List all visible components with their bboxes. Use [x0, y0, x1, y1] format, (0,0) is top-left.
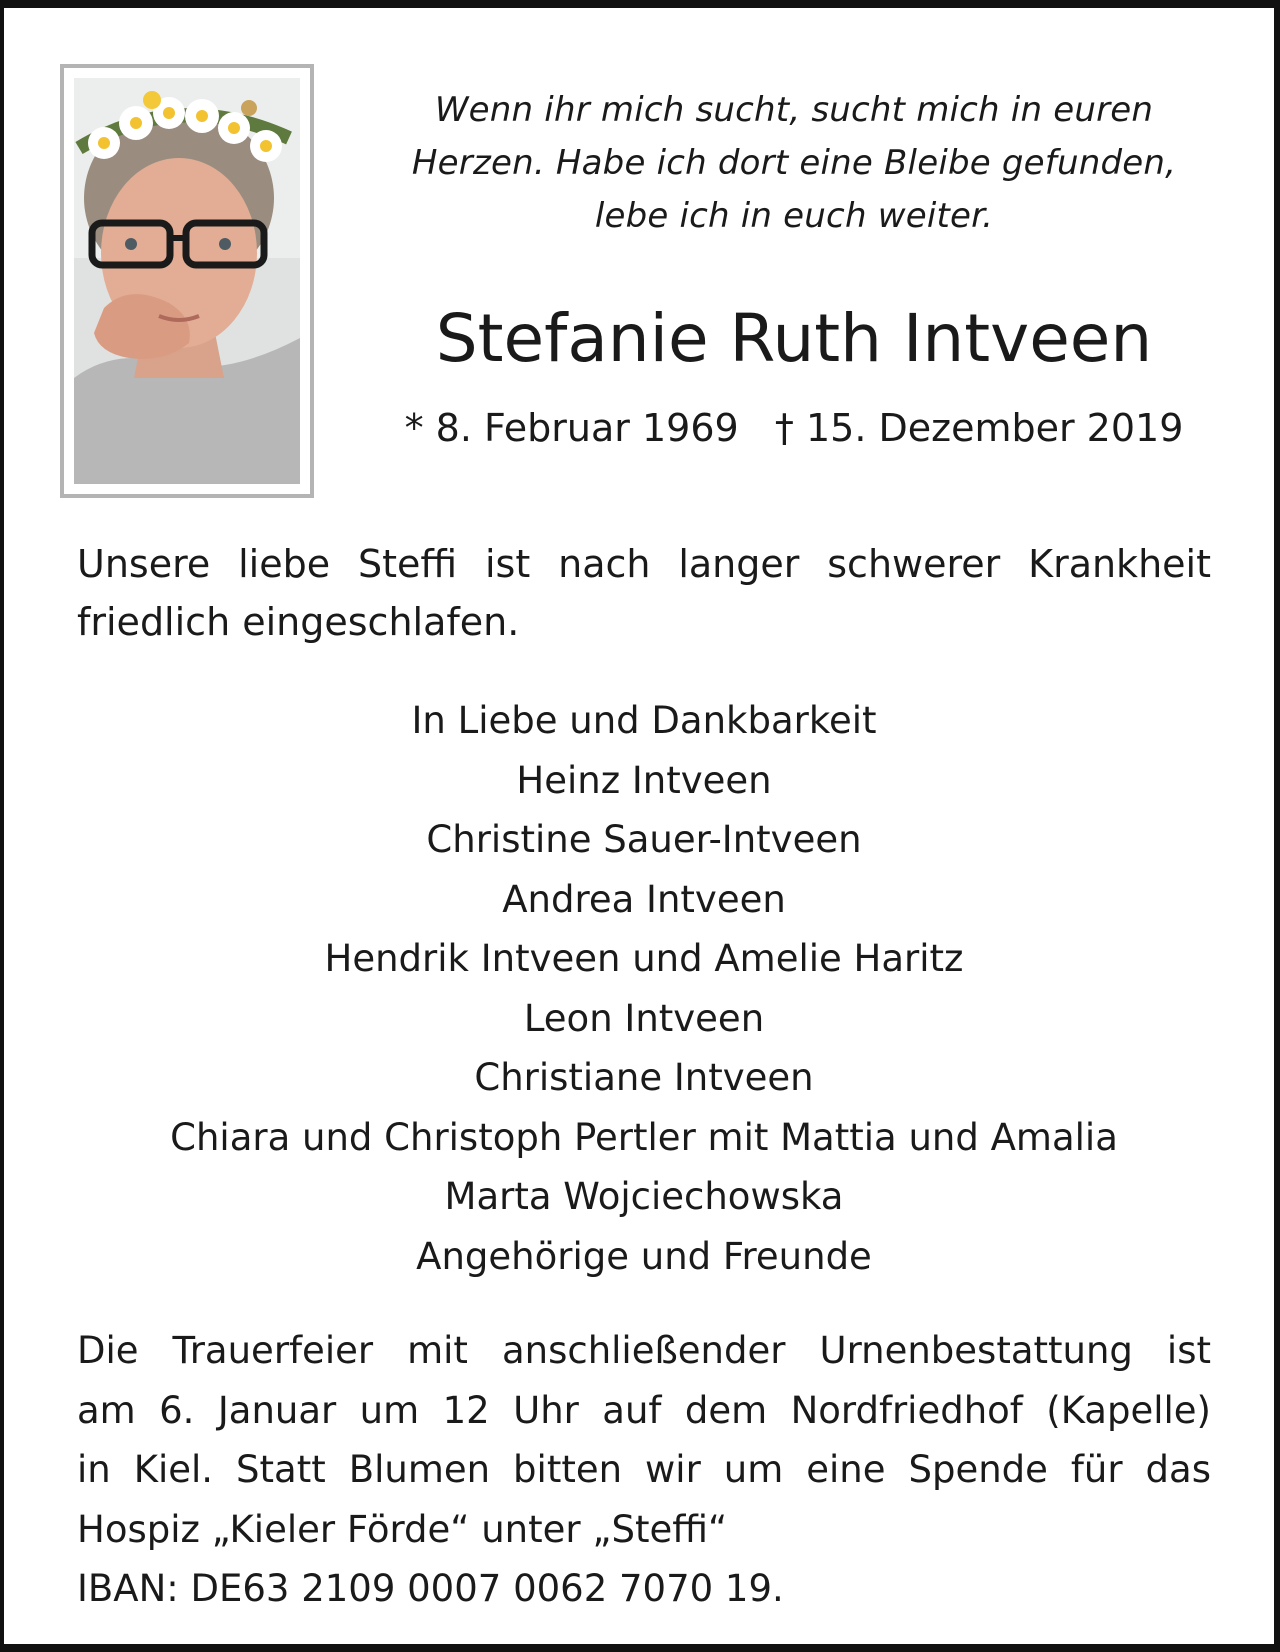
- mourner-line: Chiara und Christoph Pertler mit Mattia und Amalia: [170, 1115, 1118, 1159]
- mourner-line: In Liebe und Dankbarkeit: [411, 699, 877, 742]
- mourner-line: Heinz Intveen: [516, 758, 772, 802]
- service-line: Hospiz „Kieler Förde“ unter „Steffi“: [77, 1507, 728, 1551]
- life-dates: * 8. Februar 1969 † 15. Dezember 2019: [404, 406, 1184, 450]
- mourner-line: Leon Intveen: [523, 996, 765, 1040]
- portrait-photo: [60, 64, 314, 498]
- mourner-line: Christiane Intveen: [474, 1056, 814, 1099]
- mourner-line: Angehörige und Freunde: [416, 1234, 872, 1278]
- mourner-line: Christine Sauer-Intveen: [426, 818, 862, 861]
- service-line: am 6. Januar um 12 Uhr auf dem Nordfriedhof (Kapelle): [77, 1388, 1211, 1432]
- service-line: in Kiel. Statt Blumen bitten wir um eine Spende für das: [77, 1448, 1211, 1491]
- mourner-line: Marta Wojciechowska: [444, 1175, 844, 1218]
- poem-line: Wenn ihr mich sucht, sucht mich in euren: [434, 90, 1154, 130]
- deceased-name: Stefanie Ruth Intveen: [435, 300, 1153, 377]
- service-details: [77, 1321, 1211, 1619]
- mourner-line: Hendrik Intveen und Amelie Haritz: [324, 937, 964, 980]
- poem-verse: [364, 84, 1224, 243]
- iban-line: IBAN: DE63 2109 0007 0062 7070 19.: [77, 1567, 784, 1610]
- poem-line: lebe ich in euch weiter.: [594, 196, 994, 236]
- poem-line: Herzen. Habe ich dort eine Bleibe gefunden,: [411, 143, 1177, 183]
- mourners-list: [64, 691, 1224, 1286]
- service-line: Die Trauerfeier mit anschließender Urnenbestattung ist: [77, 1329, 1211, 1372]
- portrait-photo-icon: [74, 78, 300, 484]
- intro-text: Unsere liebe Steffi ist nach langer schwerer Krankheit friedlich eingeschlafen.: [77, 542, 1211, 644]
- mourner-line: Andrea Intveen: [502, 877, 786, 921]
